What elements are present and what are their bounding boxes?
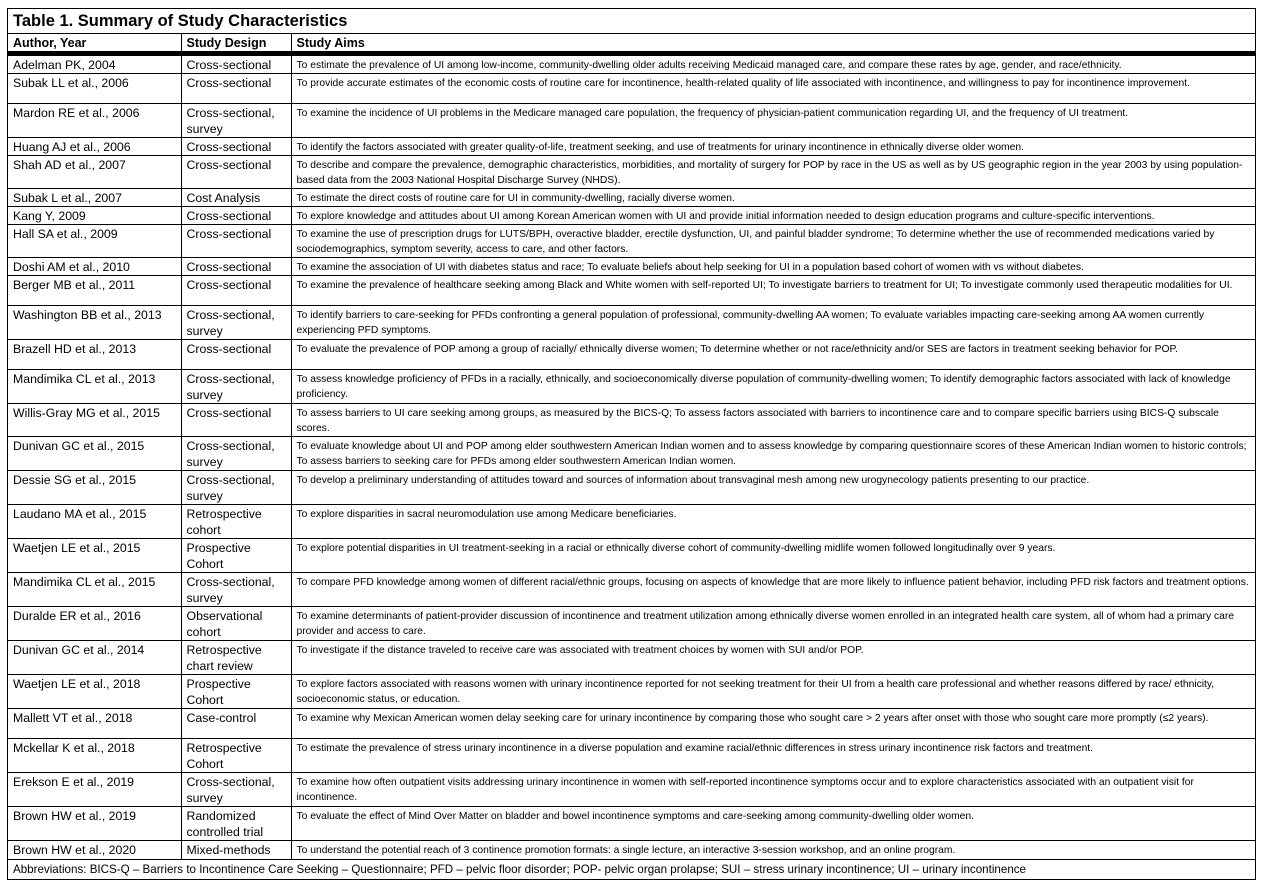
cell-study-aim: To explore disparities in sacral neuromodulation use among Medicare beneficiaries.	[291, 505, 1255, 539]
table-row	[8, 207, 1255, 225]
cell-study-aim: To understand the potential reach of 3 continence promotion formats: a single lecture, an interactive 3-session workshop, and an online program.	[291, 841, 1255, 859]
table-row	[8, 404, 1255, 437]
table-row	[8, 841, 1255, 859]
table-row	[8, 773, 1255, 807]
cell-author-year: Kang Y, 2009	[8, 207, 181, 225]
cell-author-year: Laudano MA et al., 2015	[8, 505, 181, 539]
cell-author-year: Erekson E et al., 2019	[8, 773, 181, 807]
cell-author-year: Brown HW et al., 2020	[8, 841, 181, 859]
table-row	[8, 156, 1255, 189]
cell-study-design: Cross-sectional	[181, 340, 291, 370]
cell-study-design: Cross-sectional, survey	[181, 306, 291, 340]
cell-study-design: Cross-sectional	[181, 225, 291, 258]
cell-study-aim: To estimate the direct costs of routine care for UI in community-dwelling, racially diverse women.	[291, 189, 1255, 207]
cell-author-year: Dunivan GC et al., 2015	[8, 437, 181, 471]
table-row	[8, 739, 1255, 773]
table-row	[8, 607, 1255, 641]
cell-author-year: Huang AJ et al., 2006	[8, 138, 181, 156]
table-row	[8, 370, 1255, 404]
cell-study-aim: To estimate the prevalence of UI among low-income, community-dwelling older adults receiving Medicaid managed care, and compare these rates by age, gender, and race/ethnicity.	[296, 60, 1122, 71]
table-row	[8, 573, 1255, 607]
cell-study-design: Retrospective Cohort	[181, 739, 291, 773]
cell-study-design: Cross-sectional	[181, 156, 291, 189]
cell-study-design: Cross-sectional, survey	[181, 471, 291, 505]
cell-study-aim: To explore factors associated with reasons women with urinary incontinence reported for not seeking treatment for their UI from a health care professional and whether reasons differed by race/ ethnicity, socioeconomic status, or education.	[291, 675, 1255, 709]
cell-author-year: Mandimika CL et al., 2015	[8, 573, 181, 607]
cell-author-year: Subak L et al., 2007	[8, 189, 181, 207]
cell-study-aim: To examine the use of prescription drugs for LUTS/BPH, overactive bladder, erectile dysfunction, UI, and painful bladder syndrome; To determine whether the use of recommended medications varied by sociodemographics, symptom severity, access to care, and other factors.	[291, 225, 1255, 258]
cell-author-year: Hall SA et al., 2009	[8, 225, 181, 258]
cell-study-design: Cross-sectional	[181, 54, 291, 74]
cell-study-design: Cross-sectional, survey	[181, 437, 291, 471]
table-body	[8, 54, 1255, 859]
cell-study-aim: To evaluate knowledge about UI and POP among elder southwestern American Indian women and to assess knowledge by comparing questionnaire scores of these American Indian women to historic controls; To assess barriers to seeking care for PFDs among elder southwestern American Indian women.	[291, 437, 1255, 471]
table-row	[8, 104, 1255, 138]
cell-author-year: Mallett VT et al., 2018	[8, 709, 181, 739]
cell-author-year: Brazell HD et al., 2013	[8, 340, 181, 370]
cell-study-aim: To evaluate the prevalence of POP among a group of racially/ ethnically diverse women; To determine whether or not race/ethnicity and/or SES are factors in treatment seeking behavior for POP.	[291, 340, 1255, 370]
cell-author-year: Dessie SG et al., 2015	[8, 471, 181, 505]
cell-study-design: Observational cohort	[181, 607, 291, 641]
table-row	[8, 74, 1255, 104]
cell-author-year: Shah AD et al., 2007	[8, 156, 181, 189]
summary-table	[8, 34, 1255, 859]
cell-author-year: Doshi AM et al., 2010	[8, 258, 181, 276]
header-row	[8, 34, 1255, 54]
abbreviations-footnote: Abbreviations: BICS-Q – Barriers to Incontinence Care Seeking – Questionnaire; PFD – pelvic floor disorder; POP- pelvic organ prolapse; SUI – stress urinary incontinence; UI – urinary incontinence	[8, 859, 1255, 879]
table-row	[8, 189, 1255, 207]
cell-study-design: Cross-sectional	[181, 404, 291, 437]
cell-author-year: Mardon RE et al., 2006	[8, 104, 181, 138]
table-row	[8, 138, 1255, 156]
table-row	[8, 340, 1255, 370]
cell-study-aim: To identify the factors associated with greater quality-of-life, treatment seeking, and use of treatments for urinary incontinence in ethnically diverse older women.	[291, 138, 1255, 156]
cell-study-design: Cross-sectional	[181, 258, 291, 276]
cell-study-aim: To examine the association of UI with diabetes status and race; To evaluate beliefs about help seeking for UI in a population based cohort of women with vs without diabetes.	[291, 258, 1255, 276]
cell-study-design: Cross-sectional, survey	[181, 370, 291, 404]
cell-study-aim: To compare PFD knowledge among women of different racial/ethnic groups, focusing on aspects of knowledge that are more likely to influence patient behavior, including PFD risk factors and treatment options.	[291, 573, 1255, 607]
cell-study-aim: To investigate if the distance traveled to receive care was associated with treatment choices by women with SUI and/or POP.	[291, 641, 1255, 675]
cell-study-aim: To examine determinants of patient-provider discussion of incontinence and treatment utilization among ethnically diverse women enrolled in an integrated health care system, all of whom had a primary care provider and access to care.	[291, 607, 1255, 641]
table-row	[8, 641, 1255, 675]
cell-study-design: Cost Analysis	[181, 189, 291, 207]
cell-study-design: Retrospective chart review	[181, 641, 291, 675]
table-row	[8, 437, 1255, 471]
cell-author-year: Mckellar K et al., 2018	[8, 739, 181, 773]
cell-author-year: Berger MB et al., 2011	[8, 276, 181, 306]
cell-study-aim: To provide accurate estimates of the economic costs of routine care for incontinence, health-related quality of life associated with incontinence, and willingness to pay for incontinence improvement.	[291, 74, 1255, 104]
cell-author-year: Adelman PK, 2004	[8, 54, 181, 74]
cell-author-year: Willis-Gray MG et al., 2015	[8, 404, 181, 437]
cell-study-aim: To examine why Mexican American women delay seeking care for urinary incontinence by comparing those who sought care > 2 years after onset with those who sought care more promptly (≤2 years).	[291, 709, 1255, 739]
table-row	[8, 54, 1255, 74]
table-title: Table 1. Summary of Study Characteristics	[8, 9, 1255, 34]
cell-study-design: Cross-sectional, survey	[181, 104, 291, 138]
cell-study-design: Prospective Cohort	[181, 675, 291, 709]
cell-study-design: Cross-sectional	[181, 207, 291, 225]
cell-study-aim: To explore knowledge and attitudes about UI among Korean American women with UI and provide initial information needed to design education programs and culture-specific interventions.	[291, 207, 1255, 225]
cell-study-aim: To evaluate the effect of Mind Over Matter on bladder and bowel incontinence symptoms and care-seeking among community-dwelling older women.	[291, 807, 1255, 841]
cell-author-year: Duralde ER et al., 2016	[8, 607, 181, 641]
cell-study-aim: To examine how often outpatient visits addressing urinary incontinence in women with self-reported incontinence symptoms occur and to explore characteristics associated with an outpatient visit for incontinence.	[291, 773, 1255, 807]
table-row	[8, 276, 1255, 306]
cell-study-design: Cross-sectional	[181, 74, 291, 104]
cell-author-year: Waetjen LE et al., 2015	[8, 539, 181, 573]
cell-study-design: Prospective Cohort	[181, 539, 291, 573]
table-row	[8, 539, 1255, 573]
header-study-design: Study Design	[181, 34, 291, 54]
table-row	[8, 258, 1255, 276]
table-row	[8, 675, 1255, 709]
cell-study-aim: To assess knowledge proficiency of PFDs in a racially, ethnically, and socioeconomically diverse population of community-dwelling women; To identify demographic factors associated with lack of knowledge proficiency.	[291, 370, 1255, 404]
cell-study-aim: To explore potential disparities in UI treatment-seeking in a racial or ethnically diverse cohort of community-dwelling midlife women followed longitudinally over 9 years.	[291, 539, 1255, 573]
cell-study-aim: To assess barriers to UI care seeking among groups, as measured by the BICS-Q; To assess factors associated with barriers to incontinence care and to compare specific barriers using BICS-Q subscale scores.	[291, 404, 1255, 437]
cell-author-year: Subak LL et al., 2006	[8, 74, 181, 104]
table-row	[8, 225, 1255, 258]
header-author-year: Author, Year	[8, 34, 181, 54]
cell-author-year: Brown HW et al., 2019	[8, 807, 181, 841]
cell-study-design: Cross-sectional	[181, 276, 291, 306]
cell-study-aim: To identify barriers to care-seeking for PFDs confronting a general population of professional, community-dwelling AA women; To evaluate variables impacting care-seeking among AA women currently experiencing PFD symptoms.	[291, 306, 1255, 340]
cell-study-design: Retrospective cohort	[181, 505, 291, 539]
table-row	[8, 807, 1255, 841]
header-study-aims: Study Aims	[296, 35, 365, 50]
cell-study-design: Cross-sectional, survey	[181, 573, 291, 607]
cell-author-year: Washington BB et al., 2013	[8, 306, 181, 340]
table-row	[8, 709, 1255, 739]
cell-study-aim: To examine the prevalence of healthcare seeking among Black and White women with self-reported UI; To investigate barriers to treatment for UI; To investigate commonly used therapeutic modalities for UI.	[291, 276, 1255, 306]
table-row	[8, 471, 1255, 505]
cell-study-aim: To describe and compare the prevalence, demographic characteristics, morbidities, and mortality of surgery for POP by race in the US as well as by US geographic region in the year 2003 by using population-based data from the 2003 National Hospital Discharge Survey (NHDS).	[291, 156, 1255, 189]
cell-study-aim: To examine the incidence of UI problems in the Medicare managed care population, the frequency of physician-patient communication regarding UI, and the frequency of UI treatment.	[291, 104, 1255, 138]
study-characteristics-table	[7, 8, 1256, 880]
cell-study-design: Case-control	[181, 709, 291, 739]
table-row	[8, 306, 1255, 340]
cell-author-year: Waetjen LE et al., 2018	[8, 675, 181, 709]
cell-study-aim: To develop a preliminary understanding of attitudes toward and sources of information about transvaginal mesh among new urogynecology patients presenting to our practice.	[291, 471, 1255, 505]
cell-study-design: Cross-sectional	[181, 138, 291, 156]
cell-study-aim: To estimate the prevalence of stress urinary incontinence in a diverse population and examine racial/ethnic differences in stress urinary incontinence risk factors and treatment.	[291, 739, 1255, 773]
cell-author-year: Mandimika CL et al., 2013	[8, 370, 181, 404]
cell-study-design: Cross-sectional, survey	[181, 773, 291, 807]
cell-study-design: Randomized controlled trial	[181, 807, 291, 841]
cell-author-year: Dunivan GC et al., 2014	[8, 641, 181, 675]
cell-study-design: Mixed-methods	[181, 841, 291, 859]
table-row	[8, 505, 1255, 539]
